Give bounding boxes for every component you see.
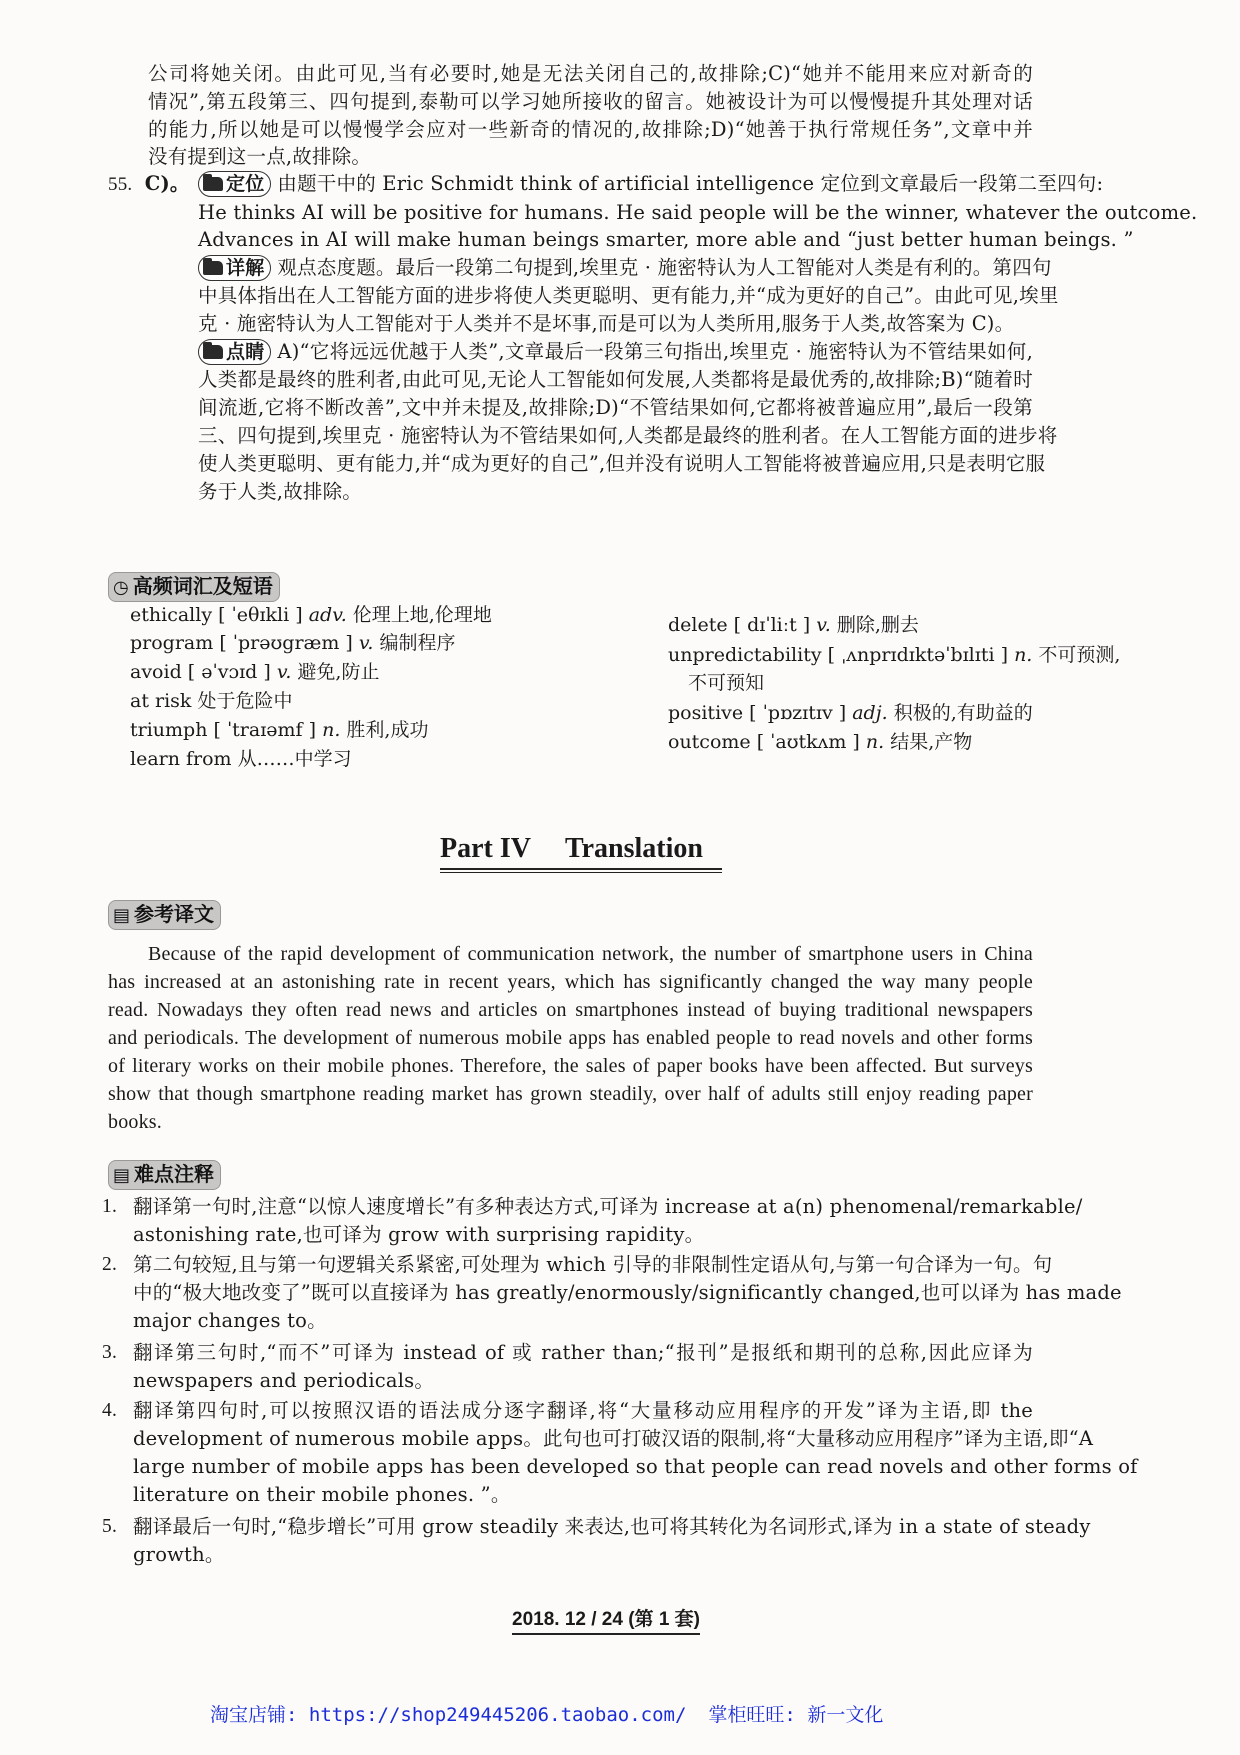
- point-line: 点睛 A)“它将远远优越于人类”,文章最后一段第三句指出,埃里克 · 施密特认为不管结果如何,: [198, 338, 1033, 366]
- note-line: astonishing rate,也可译为 grow with surprising rapidity。: [133, 1223, 705, 1246]
- clock-icon: ◷: [113, 577, 129, 598]
- reference-line: Because of the rapid development of communication network, the number of smartphone users in China: [148, 943, 1033, 965]
- point-tag: 点睛: [198, 339, 271, 365]
- note-line: 翻译第三句时,“而不”可译为 instead of 或 rather than;“报刊”是报纸和期刊的总称,因此应译为: [133, 1341, 1033, 1364]
- vocab-item: at risk 处于危险中: [130, 690, 293, 712]
- notes-section-header: ▤ 难点注释: [108, 1160, 221, 1190]
- vocab-item: unpredictability [ ˌʌnprɪdɪktəˈbɪlɪti ] n. 不可预测,: [668, 644, 1121, 666]
- note-line: large number of mobile apps has been developed so that people can read novels and other forms of: [133, 1455, 1138, 1478]
- title-underline: [440, 868, 722, 870]
- note-line: growth。: [133, 1543, 225, 1566]
- note-line: newspapers and periodicals。: [133, 1369, 435, 1392]
- reference-line: and periodicals. The development of numerous mobile apps has enabled people to read novels and other forms: [108, 1027, 1033, 1049]
- locate-line: 定位 由题干中的 Eric Schmidt think of artificial intelligence 定位到文章最后一段第二至四句:: [198, 170, 1033, 198]
- vocab-item: avoid [ əˈvɔɪd ] v. 避免,防止: [130, 661, 380, 683]
- note-number: 2.: [102, 1254, 118, 1275]
- question-answer: C)。: [144, 172, 190, 195]
- reference-line: show that though smartphone reading market has grown steadily, over half of adults still enjoy reading paper: [108, 1083, 1033, 1105]
- vocab-section-header: ◷ 高频词汇及短语: [108, 572, 280, 602]
- point-line: 三、四句提到,埃里克 · 施密特认为不管结果如何,人类都是最终的胜利者。在人工智能方面的进步将: [198, 424, 1058, 447]
- reference-line: of literary works on their mobile phones. Therefore, the sales of paper books have been affected. But surveys: [108, 1055, 1033, 1077]
- point-line: 使人类更聪明、更有能力,并“成为更好的自己”,但并没有说明人工智能将被普遍应用,只是表明它服: [198, 452, 1046, 475]
- note-line: 翻译第一句时,注意“以惊人速度增长”有多种表达方式,可译为 increase at a(n) phenomenal/remarkable/: [133, 1195, 1083, 1218]
- vocab-item-continuation: 不可预知: [688, 672, 765, 694]
- note-line: 第二句较短,且与第一句逻辑关系紧密,可处理为 which 引导的非限制性定语从句,与第一句合译为一句。句: [133, 1253, 1053, 1276]
- note-line: development of numerous mobile apps。此句也可打破汉语的限制,将“大量移动应用程序”译为主语,即“A: [133, 1427, 1094, 1450]
- document-icon: ▤: [113, 905, 131, 926]
- explain-line: 详解 观点态度题。最后一段第二句提到,埃里克 · 施密特认为人工智能对人类是有利的。第四句: [198, 254, 1033, 282]
- reference-line: books.: [108, 1111, 162, 1133]
- reference-line: has increased at an astonishing rate in recent years, which has significantly changed the way many people: [108, 971, 1033, 993]
- continuation-line: 公司将她关闭。由此可见,当有必要时,她是无法关闭自己的,故排除;C)“她并不能用来应对新奇的: [148, 62, 1033, 85]
- note-line: 中的“极大地改变了”既可以直接译为 has greatly/enormously/significantly changed,也可以译为 has made: [133, 1281, 1122, 1304]
- explain-line: 中具体指出在人工智能方面的进步将使人类更聪明、更有能力,并“成为更好的自己”。由此可见,埃里: [198, 284, 1059, 307]
- vocab-item: program [ ˈprəʊgræm ] v. 编制程序: [130, 632, 456, 654]
- note-number: 5.: [102, 1516, 118, 1537]
- page-footer-date: 2018. 12 / 24 (第 1 套): [512, 1608, 700, 1635]
- point-line: 务于人类,故排除。: [198, 480, 362, 503]
- vocab-item: learn from 从……中学习: [130, 748, 352, 770]
- explain-tag: 详解: [198, 255, 271, 281]
- continuation-line: 情况”,第五段第三、四句提到,泰勒可以学习她所接收的留言。她被设计为可以慢慢提升其处理对话: [148, 90, 1033, 113]
- question-number: 55.: [108, 174, 133, 195]
- folder-icon: [203, 177, 223, 191]
- point-line: 人类都是最终的胜利者,由此可见,无论人工智能如何发展,人类都将是最优秀的,故排除;B)“随着时: [198, 368, 1033, 391]
- document-icon: ▤: [113, 1165, 131, 1186]
- locate-quote-line: He thinks AI will be positive for humans. He said people will be the winner, whatever the outcome.: [198, 201, 1198, 224]
- shop-link[interactable]: https://shop249445206.taobao.com/: [308, 1704, 687, 1726]
- point-line: 间流逝,它将不断改善”,文中并未提及,故排除;D)“不管结果如何,它都将被普遍应用”,最后一段第: [198, 396, 1033, 419]
- vocab-item: ethically [ ˈeθɪkli ] adv. 伦理上地,伦理地: [130, 604, 492, 626]
- note-line: major changes to。: [133, 1309, 327, 1332]
- note-line: 翻译第四句时,可以按照汉语的语法成分逐字翻译,将“大量移动应用程序的开发”译为主语,即 the: [133, 1399, 1033, 1422]
- note-line: 翻译最后一句时,“稳步增长”可用 grow steadily 来表达,也可将其转化为名词形式,译为 in a state of steady: [133, 1515, 1091, 1538]
- continuation-line: 没有提到这一点,故排除。: [148, 145, 372, 168]
- locate-tag: 定位: [198, 171, 271, 197]
- folder-icon: [203, 261, 223, 275]
- reference-section-header: ▤ 参考译文: [108, 900, 221, 930]
- vocab-item: positive [ ˈpɒzɪtɪv ] adj. 积极的,有助益的: [668, 702, 1033, 724]
- part-title: Part IV Translation: [440, 833, 703, 864]
- continuation-line: 的能力,所以她是可以慢慢学会应对一些新奇的情况的,故排除;D)“她善于执行常规任务”,文章中并: [148, 118, 1033, 141]
- note-number: 1.: [102, 1196, 118, 1217]
- note-line: literature on their mobile phones. ”。: [133, 1483, 511, 1506]
- folder-icon: [203, 345, 223, 359]
- question-55-header: [108, 170, 190, 199]
- reference-line: read. Nowadays they often read news and articles on smartphones instead of buying traditional newspapers: [108, 999, 1033, 1021]
- locate-quote-line: Advances in AI will make human beings smarter, more able and “just better human beings. ”: [198, 228, 1134, 251]
- watermark: 淘宝店铺: https://shop249445206.taobao.com/ 掌柜旺旺: 新一文化: [210, 1704, 884, 1726]
- vocab-item: delete [ dɪˈliːt ] v. 删除,删去: [668, 614, 919, 636]
- vocab-item: triumph [ ˈtraɪəmf ] n. 胜利,成功: [130, 719, 429, 741]
- title-underline: [440, 872, 722, 873]
- note-number: 3.: [102, 1342, 118, 1363]
- explain-line: 克 · 施密特认为人工智能对于人类并不是坏事,而是可以为人类所用,服务于人类,故答案为 C)。: [198, 312, 1015, 335]
- vocab-item: outcome [ ˈaʊtkʌm ] n. 结果,产物: [668, 731, 973, 753]
- note-number: 4.: [102, 1400, 118, 1421]
